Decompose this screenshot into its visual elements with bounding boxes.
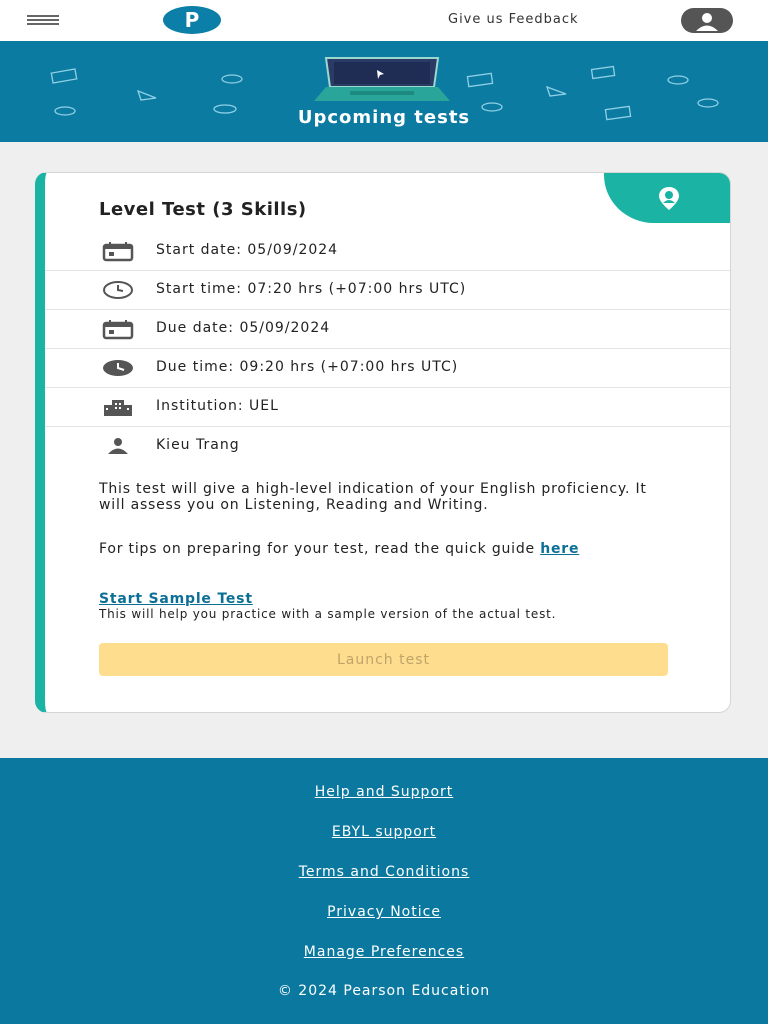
due-time-text: Due time: 09:20 hrs (+07:00 hrs UTC) bbox=[156, 359, 459, 375]
quick-guide-link[interactable]: here bbox=[540, 541, 580, 557]
start-sample-test-link[interactable]: Start Sample Test bbox=[99, 591, 253, 607]
profile-icon[interactable] bbox=[681, 8, 733, 33]
banner bbox=[0, 41, 768, 142]
location-pin-icon bbox=[656, 185, 682, 211]
tips-paragraph bbox=[99, 541, 669, 557]
calendar-icon bbox=[101, 318, 135, 340]
institution-text: Institution: UEL bbox=[156, 398, 279, 414]
launch-test-button[interactable]: Launch test bbox=[99, 643, 668, 676]
candidate-name: Kieu Trang bbox=[156, 437, 240, 453]
footer bbox=[0, 758, 768, 1024]
terms-link[interactable]: Terms and Conditions bbox=[298, 864, 470, 880]
test-card bbox=[35, 172, 731, 713]
pearson-logo[interactable] bbox=[163, 6, 221, 34]
manage-preferences-link[interactable]: Manage Preferences bbox=[303, 944, 465, 960]
due-date-text: Due date: 05/09/2024 bbox=[156, 320, 331, 336]
sample-test-description: This will help you practice with a sample version of the actual test. bbox=[99, 607, 557, 621]
tips-text: For tips on preparing for your test, read the quick guide bbox=[99, 541, 541, 557]
copyright: © 2024 Pearson Education bbox=[277, 983, 491, 999]
feedback-link[interactable]: Give us Feedback bbox=[448, 12, 579, 27]
start-time-text: Start time: 07:20 hrs (+07:00 hrs UTC) bbox=[156, 281, 467, 297]
top-bar bbox=[0, 0, 768, 41]
test-description: This test will give a high-level indication of your English proficiency. It will assess you on Listening, Reading and Writing. bbox=[99, 481, 647, 513]
clock-filled-icon bbox=[101, 357, 135, 379]
institution-row bbox=[45, 388, 731, 427]
start-date-text: Start date: 05/09/2024 bbox=[156, 242, 339, 258]
logo-letter: P bbox=[184, 8, 200, 32]
help-support-link[interactable]: Help and Support bbox=[314, 784, 454, 800]
privacy-notice-link[interactable]: Privacy Notice bbox=[327, 904, 441, 920]
person-icon bbox=[101, 435, 135, 457]
location-badge bbox=[604, 173, 730, 223]
menu-icon[interactable] bbox=[27, 15, 59, 27]
due-time-row bbox=[45, 349, 731, 388]
due-date-row bbox=[45, 310, 731, 349]
page-title: Upcoming tests bbox=[297, 107, 471, 128]
calendar-icon bbox=[101, 240, 135, 262]
clock-outline-icon bbox=[101, 279, 135, 301]
ebyl-support-link[interactable]: EBYL support bbox=[331, 824, 437, 840]
start-time-row bbox=[45, 271, 731, 310]
building-icon bbox=[101, 396, 135, 418]
laptop-icon bbox=[314, 58, 450, 101]
start-date-row bbox=[45, 232, 731, 271]
test-title: Level Test (3 Skills) bbox=[99, 199, 307, 220]
candidate-row bbox=[45, 427, 731, 466]
